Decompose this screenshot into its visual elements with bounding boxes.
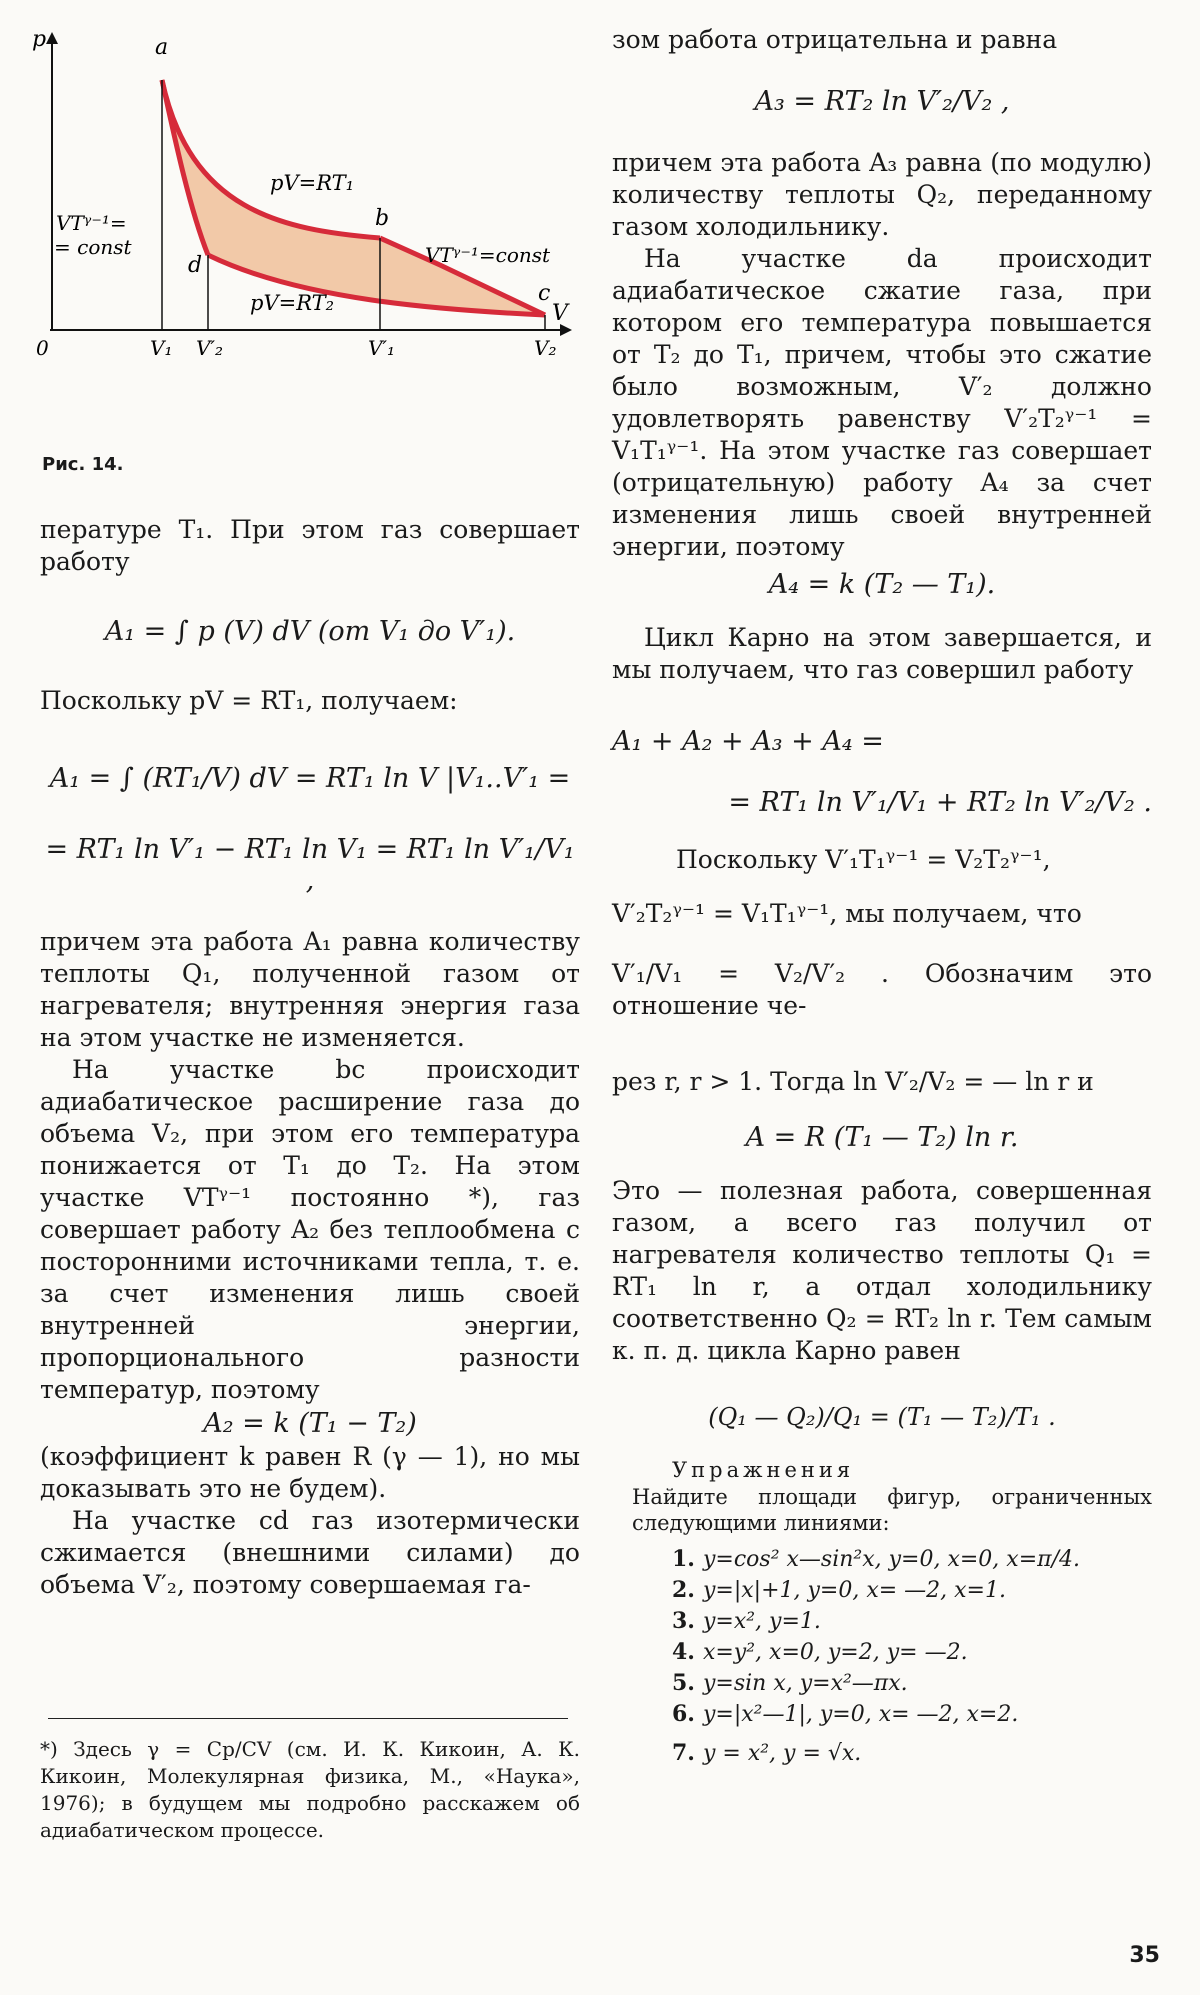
right-formula-a4: A₄ = k (T₂ — T₁). bbox=[768, 569, 996, 600]
p-axis-arrow-icon bbox=[46, 32, 58, 44]
right-paragraph-3: На участке da происходит адиабатическое сжатие газа, при котором его температура повышается от T₂ до T₁, причем, чтобы это сжатие было возможным, V′₂ должно удовлетворять равенству V′₂T₂ᵞ⁻¹ = V₁T₁ᵞ⁻¹. На этом участке газ совершает (отрицательную) работу A₄ за счет изменения лишь своей внутренней энергии, поэтому bbox=[612, 244, 1152, 561]
exercise-item: 5. y=sin x, y=x²—πx. bbox=[672, 1670, 908, 1696]
left-formula-a1-integral: A₁ = ∫ p (V) dV (от V₁ до V′₁). bbox=[104, 616, 516, 647]
point-a-label: a bbox=[155, 35, 169, 60]
right-paragraph-9: Это — полезная работа, совершенная газом, а всего газ получил от нагревателя количество теплоты Q₁ = RT₁ ln r, а отдал холодильнику соответственно Q₂ = RT₂ ln r. Тем самым к. п. д. цикла Карно равен bbox=[612, 1176, 1152, 1365]
right-formula-sum-result: = RT₁ ln V′₁/V₁ + RT₂ ln V′₂/V₂ . bbox=[728, 787, 1152, 818]
exercises-intro: Найдите площади фигур, ограниченных следующими линиями: bbox=[632, 1485, 1152, 1535]
tick-v2-label: V₂ bbox=[534, 336, 557, 360]
tick-v2p-label: V′₂ bbox=[196, 336, 224, 360]
left-paragraph-5: (коэффициент k равен R (γ — 1), но мы доказывать это не будем). bbox=[40, 1442, 580, 1503]
right-paragraph-8: рез r, r > 1. Тогда ln V′₂/V₂ = — ln r и bbox=[612, 1067, 1094, 1096]
tick-v1p-label: V′₁ bbox=[368, 336, 396, 360]
left-formula-a1-result: = RT₁ ln V′₁ − RT₁ ln V₁ = RT₁ ln V′₁/V₁ , bbox=[45, 834, 575, 896]
page-number: 35 bbox=[1129, 1943, 1160, 1968]
left-paragraph-6: На участке cd газ изотермически сжимается (внешними силами) до объема V′₂, поэтому совершаемая га- bbox=[40, 1506, 580, 1599]
right-paragraph-5: Поскольку V′₁T₁ᵞ⁻¹ = V₂T₂ᵞ⁻¹, bbox=[676, 845, 1051, 874]
left-column bbox=[40, 514, 580, 1601]
right-paragraph-6: V′₂T₂ᵞ⁻¹ = V₁T₁ᵞ⁻¹, мы получаем, что bbox=[612, 899, 1082, 928]
cycle-fill bbox=[162, 80, 545, 315]
exercise-item: 1. y=cos² x—sin²x, y=0, x=0, x=π/4. bbox=[672, 1546, 1080, 1572]
axis-p-label: p bbox=[32, 27, 47, 52]
figure-caption: Рис. 14. bbox=[42, 454, 124, 475]
right-paragraph-1: зом работа отрицательна и равна bbox=[612, 25, 1058, 54]
right-formula-sum: A₁ + A₂ + A₃ + A₄ = bbox=[612, 726, 884, 757]
right-paragraph-7: V′₁/V₁ = V₂/V′₂ . Обозначим это отношение че- bbox=[612, 959, 1152, 1020]
exercises-list bbox=[672, 1544, 1152, 1769]
left-paragraph-1: пературе T₁. При этом газ совершает работу bbox=[40, 515, 580, 576]
right-paragraph-4: Цикл Карно на этом завершается, и мы получаем, что газ совершил работу bbox=[612, 623, 1152, 684]
right-paragraph-2: причем эта работа A₃ равна (по модулю) количеству теплоты Q₂, переданному газом холодильнику. bbox=[612, 148, 1152, 241]
footnote-divider bbox=[48, 1718, 568, 1719]
origin-label: 0 bbox=[36, 336, 49, 360]
left-formula-a1-expanded: A₁ = ∫ (RT₁/V) dV = RT₁ ln V |V₁..V′₁ = bbox=[49, 763, 571, 794]
exercises-section bbox=[612, 1457, 1152, 1769]
exercise-item: 3. y=x², y=1. bbox=[672, 1608, 821, 1634]
right-formula-a3: A₃ = RT₂ ln V′₂/V₂ , bbox=[754, 86, 1010, 117]
isotherm-t2-label: pV=RT₂ bbox=[250, 291, 335, 315]
point-d-label: d bbox=[188, 253, 203, 278]
axis-v-label: V bbox=[552, 301, 568, 326]
right-formula-efficiency: (Q₁ — Q₂)/Q₁ = (T₁ — T₂)/T₁ . bbox=[708, 1403, 1056, 1431]
footnote: *) Здесь γ = Cp/CV (см. И. К. Кикоин, А. К. Кикоин, Молекулярная физика, М., «Наука», 1976); в будущем мы подробно расскажем об адиабатическом процессе. bbox=[40, 1737, 580, 1842]
exercise-item: 6. y=|x²—1|, y=0, x= —2, x=2. bbox=[672, 1701, 1019, 1727]
point-c-label: c bbox=[538, 281, 551, 306]
left-paragraph-3: причем эта работа A₁ равна количеству теплоты Q₁, полученной газом от нагревателя; внутренняя энергия газа на этом участке не изменяется. bbox=[40, 927, 580, 1052]
left-formula-a2: A₂ = k (T₁ − T₂) bbox=[203, 1408, 417, 1439]
point-b-label: b bbox=[375, 206, 390, 231]
right-formula-a: A = R (T₁ — T₂) ln r. bbox=[745, 1122, 1019, 1153]
carnot-cycle-diagram bbox=[32, 27, 580, 450]
adiabat-left-label-2: = const bbox=[54, 235, 132, 259]
isotherm-t1-label: pV=RT₁ bbox=[270, 171, 355, 195]
figure-14 bbox=[32, 27, 580, 450]
exercise-item: 7. y = x², y = √x. bbox=[672, 1740, 862, 1766]
left-paragraph-2: Поскольку pV = RT₁, получаем: bbox=[40, 686, 458, 715]
right-column bbox=[612, 24, 1152, 1769]
left-paragraph-4: На участке bc происходит адиабатическое расширение газа до объема V₂, при этом его температура понижается от T₁ до T₂. На этом участке VTᵞ⁻¹ постоянно *), газ совершает работу A₂ без теплообмена с посторонними источниками тепла, т. е. за счет изменения лишь своей внутренней энергии, пропорционального разности температур, поэтому bbox=[40, 1055, 580, 1404]
exercises-title: Упражнения bbox=[672, 1458, 855, 1482]
adiabat-left-label-1: VTᵞ⁻¹= bbox=[56, 211, 127, 235]
exercise-item: 4. x=y², x=0, y=2, y= —2. bbox=[672, 1639, 968, 1665]
adiabat-right-label: VTᵞ⁻¹=const bbox=[425, 243, 551, 267]
tick-v1-label: V₁ bbox=[150, 336, 173, 360]
exercise-item: 2. y=|x|+1, y=0, x= —2, x=1. bbox=[672, 1577, 1006, 1603]
